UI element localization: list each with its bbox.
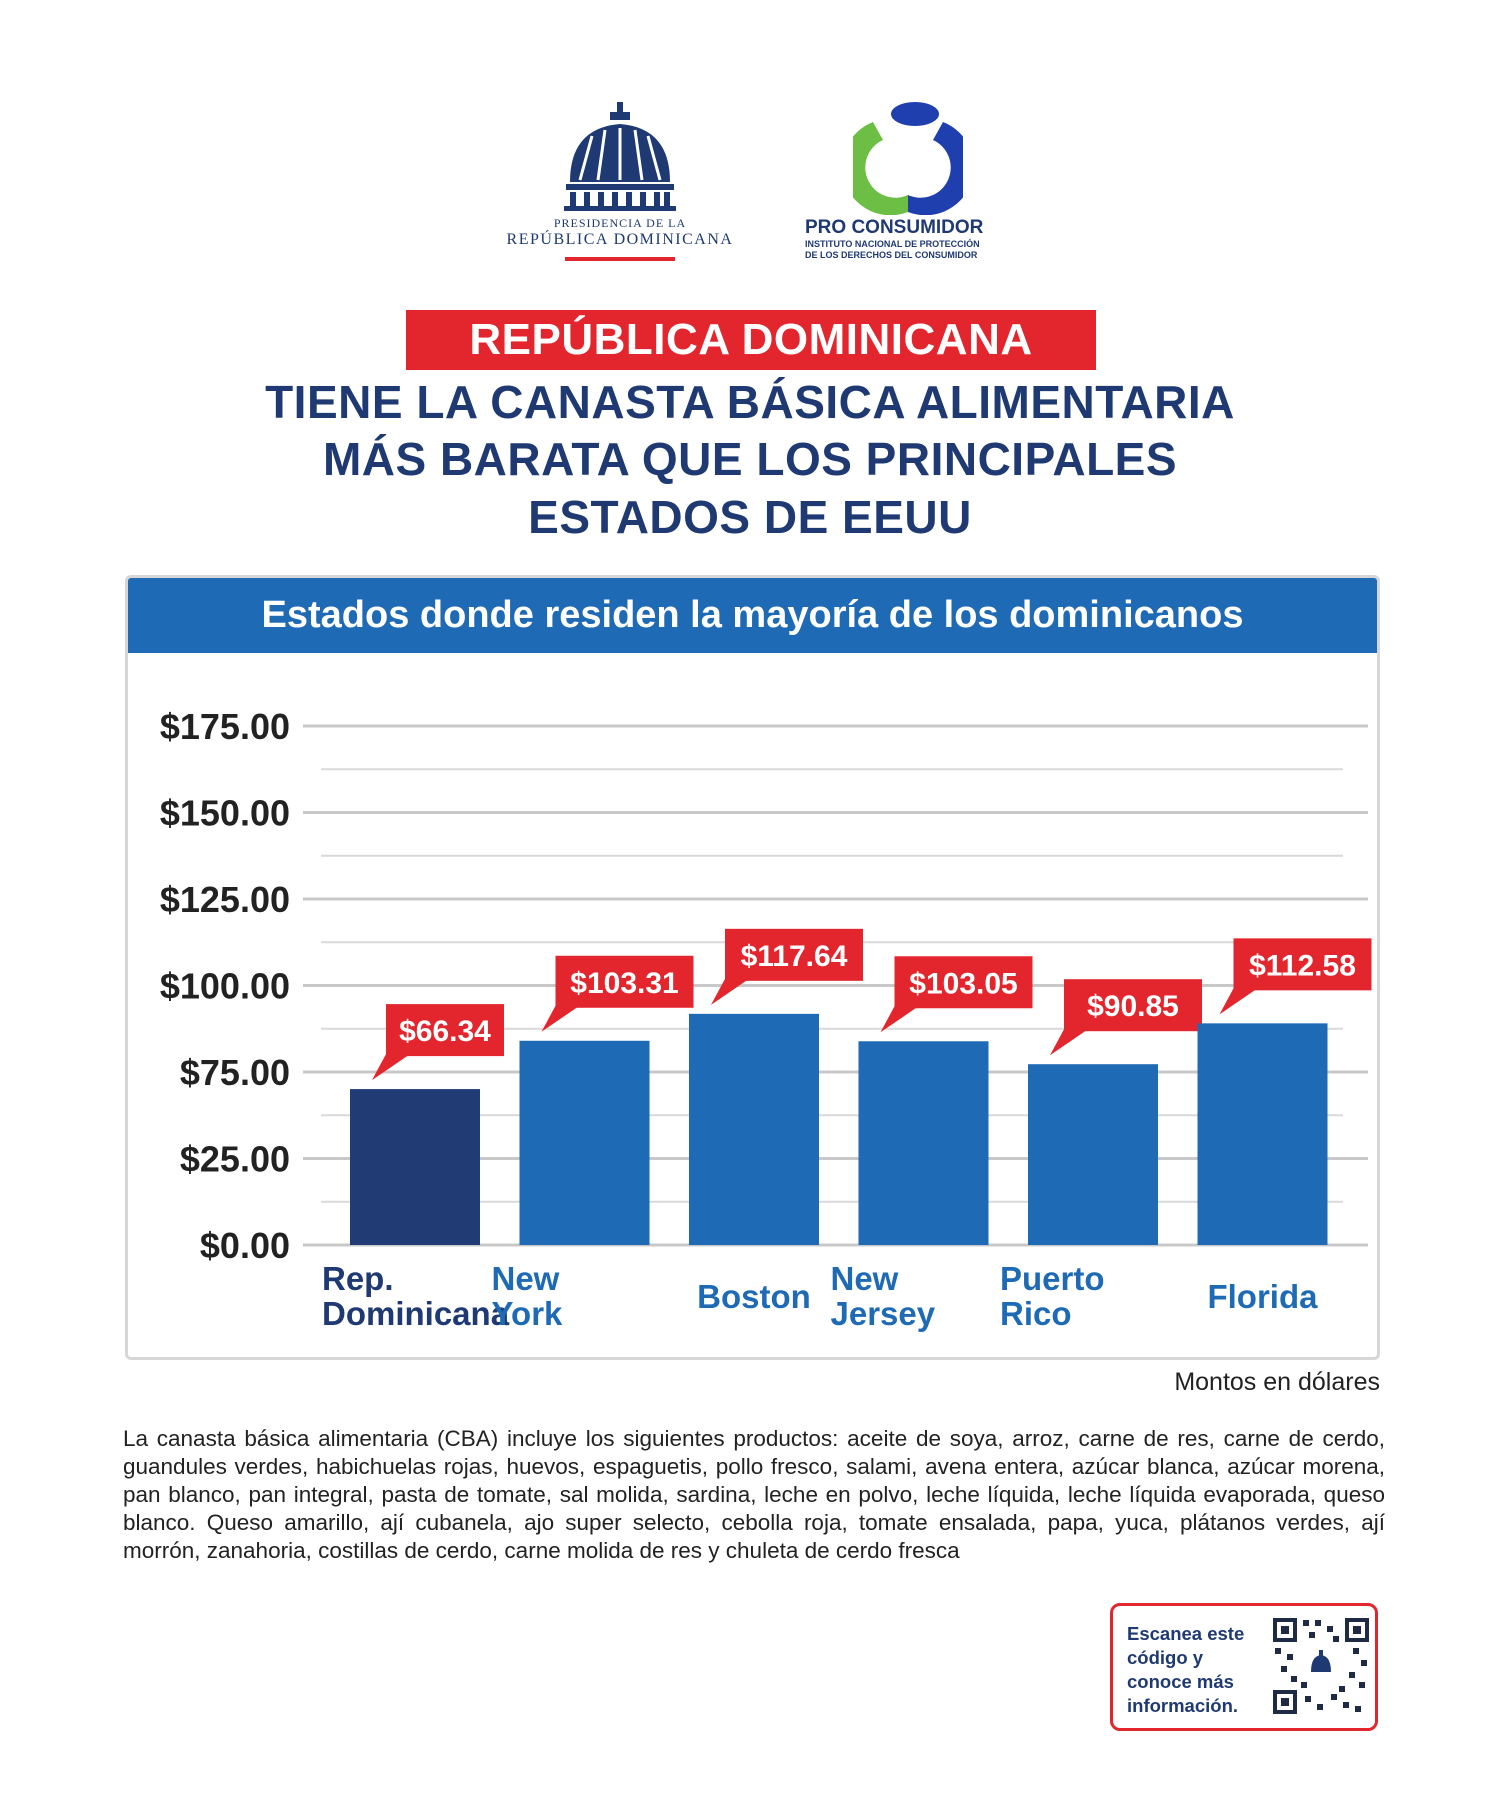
value-label: $90.85 (1087, 990, 1179, 1024)
qr-code-icon[interactable] (1271, 1616, 1371, 1716)
y-tick-label: $25.00 (179, 1138, 290, 1180)
category-label: Rep. (322, 1260, 394, 1297)
footnote-products: La canasta básica alimentaria (CBA) incluye los siguientes productos: aceite de soya, arroz, carne de res, carne de cerdo, guandules verdes, habichuelas rojas, huevos, espaguetis, pollo fresco, salami, avena entera, azúcar blanca, azúcar morena, pan blanco, pan integral, pasta de tomate, sal molida, sardina, leche en polvo, leche líquida, leche líquida evaporada, queso blanco. Queso amarillo, ají cubanela, ajo super selecto, cebolla roja, tomate ensalada, papa, yuca, plátanos verdes, ají morrón, zanahoria, costillas de cerdo, carne molida de res y chuleta de cerdo fresca (123, 1426, 1385, 1563)
value-label: $66.34 (399, 1015, 491, 1049)
value-label: $103.31 (570, 966, 679, 1000)
category-label: Puerto (1000, 1260, 1105, 1297)
qr-callout[interactable] (1110, 1603, 1378, 1731)
headline-line-3: ESTADOS DE EEUU (528, 491, 972, 543)
presidencia-red-bar (565, 257, 675, 261)
value-label-pointer (711, 979, 749, 1005)
proconsumidor-line1: INSTITUTO NACIONAL DE PROTECCIÓN (805, 239, 980, 249)
bar (1028, 1064, 1158, 1245)
bar (1198, 1023, 1328, 1245)
chart-title: Estados donde residen la mayoría de los dominicanos (128, 578, 1377, 653)
presidencia-logo (500, 100, 740, 265)
value-label: $103.05 (909, 967, 1018, 1001)
proconsumidor-emblem-icon (853, 100, 963, 215)
value-label: $117.64 (740, 939, 848, 973)
y-tick-label: $175.00 (159, 706, 290, 747)
proconsumidor-name: PRO CONSUMIDOR (805, 217, 984, 238)
proconsumidor-logo (805, 100, 1025, 265)
y-tick-label: $150.00 (159, 792, 290, 834)
category-label: Jersey (830, 1295, 936, 1332)
bar (350, 1089, 480, 1245)
presidencia-line1: PRESIDENCIA DE LA (553, 216, 687, 230)
bar (689, 1014, 819, 1245)
qr-text: Escanea este código y conoce más información. (1127, 1623, 1245, 1716)
category-label: New (830, 1260, 899, 1297)
category-label: New (491, 1260, 560, 1297)
proconsumidor-line2: DE LOS DERECHOS DEL CONSUMIDOR (805, 250, 978, 260)
presidencia-line2: REPÚBLICA DOMINICANA (506, 231, 734, 248)
y-tick-label: $125.00 (159, 879, 290, 920)
bar (520, 1041, 650, 1245)
units-note: Montos en dólares (1174, 1368, 1380, 1396)
dome-icon (560, 100, 680, 212)
y-tick-label: $75.00 (179, 1052, 290, 1093)
category-label: Boston (697, 1278, 811, 1315)
value-label-pointer (372, 1054, 410, 1080)
headline-line-2: MÁS BARATA QUE LOS PRINCIPALES (322, 433, 1178, 485)
headline-highlight: REPÚBLICA DOMINICANA (406, 310, 1096, 370)
category-label: Rico (1000, 1295, 1072, 1332)
bar (859, 1041, 989, 1245)
value-label-pointer (1220, 988, 1258, 1014)
bar-chart (128, 578, 1380, 1360)
y-tick-label: $100.00 (159, 965, 290, 1007)
headline-line-1: TIENE LA CANASTA BÁSICA ALIMENTARIA (265, 376, 1235, 428)
category-label: York (491, 1295, 563, 1332)
category-label: Florida (1207, 1278, 1318, 1315)
category-label: Dominicana (322, 1295, 510, 1332)
chart-panel (125, 575, 1380, 1360)
value-label: $112.58 (1249, 949, 1356, 983)
y-tick-label: $0.00 (199, 1225, 290, 1266)
value-label-pointer (1050, 1029, 1088, 1055)
